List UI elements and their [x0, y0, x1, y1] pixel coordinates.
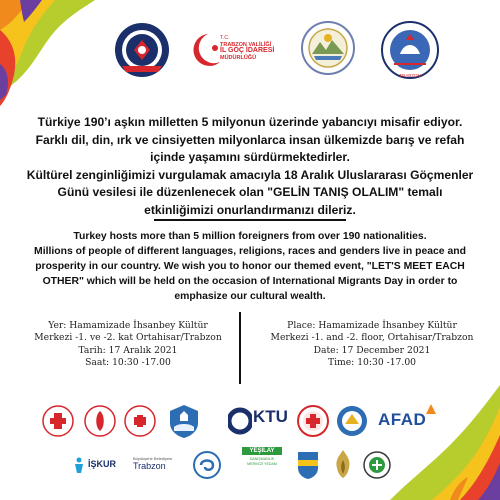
yesilay-sub-text: DANIŞMANLIK MERKEZİ YEDAM [247, 457, 277, 466]
en-line: OTHER" which will be held on the occasion of International Migrants Day in order to [42, 276, 458, 287]
ktu-emblem-icon [228, 405, 252, 437]
header-logo-row [0, 20, 500, 78]
info-vertical-divider [239, 312, 241, 384]
event-place-en-2: Merkezi -1. and -2. floor, Ortahisar/Trabzon [270, 332, 474, 344]
en-line: Turkey hosts more than 5 million foreigners from over 190 nationalities. [73, 231, 427, 242]
event-date-tr: Tarih: 17 Aralık 2021 [78, 344, 178, 356]
trabzon-goc-idaresi-logo [190, 32, 280, 72]
buyuksehir-text: Büyükşehir Belediyesi [133, 456, 173, 461]
yesilay-text: YEŞİLAY [242, 447, 282, 455]
event-info-english [262, 320, 482, 370]
event-place-tr: Yer: Hamamizade İhsanbey Kültür [48, 320, 208, 331]
event-time-en: Time: 10:30 -17.00 [327, 357, 417, 369]
logo-line-goc: İL GÖÇ İDARESİ [220, 47, 275, 54]
turkish-message [18, 114, 482, 220]
en-line: prosperity in our country. We wish you to honor our themed event, "LET'S MEET EACH [35, 261, 465, 272]
blue-circle-logo-icon [192, 450, 222, 480]
university-circle-logo-icon [335, 404, 369, 438]
ktu-hospital-logo-icon [296, 404, 330, 438]
iskur-text: İŞKUR [88, 459, 117, 469]
logo-line-mudurluk: MÜDÜRLÜĞÜ [220, 54, 257, 61]
logo-bottom-text: TRABZON [399, 73, 421, 78]
il-milli-egitim-logo-icon [380, 20, 440, 80]
round-emblem-logo-icon [362, 450, 392, 480]
english-message [12, 229, 488, 304]
ortahisar-municipality-logo-icon [166, 403, 202, 439]
flame-logo-icon [332, 448, 354, 480]
event-date-en: Date: 17 December 2021 [313, 344, 431, 356]
trabzon-buyuksehir-logo [133, 456, 185, 478]
tr-line: etkinliğimizi onurlandırmanızı dileriz. [144, 202, 356, 217]
tr-line: Günü vesilesi ile düzenlenecek olan "GELİN TANIŞ OLALIM" temalı [57, 185, 443, 200]
emniyet-logo-icon [112, 20, 172, 80]
logo-line-tc: T.C. [220, 35, 230, 41]
event-place-tr-2: Merkezi -1. ve -2. kat Ortahisar/Trabzon [34, 332, 222, 344]
red-crescent-logo-icon [124, 405, 156, 437]
university-seal-icon [300, 20, 356, 76]
afad-text: AFAD [378, 410, 427, 429]
en-line: emphasize our cultural wealth. [174, 291, 326, 302]
ktu-text: KTU [253, 407, 288, 426]
health-ministry-logo-icon [42, 405, 74, 437]
event-time-tr: Saat: 10:30 -17.00 [85, 357, 171, 369]
iskur-figure-icon [72, 457, 86, 473]
shield-logo-icon [296, 450, 320, 480]
afad-mark-icon [426, 404, 436, 414]
hospital-logo-icon [84, 405, 116, 437]
tr-line: içinde yaşamını sürdürmektedirler. [150, 150, 350, 165]
en-line: Millions of people of different languages, religions, races and genders live in peace and [34, 246, 466, 257]
yesilay-logo [242, 447, 282, 483]
trabzon-text: Trabzon [133, 461, 166, 471]
section-divider [154, 219, 346, 221]
tr-line: Türkiye 190’ı aşkın milletten 5 milyonun üzerinde yabancıyı misafir ediyor. [37, 115, 463, 129]
logo-line-valilik: TRABZON VALİLİĞİ [220, 41, 272, 48]
tr-line: Kültürel zenginliğimizi vurgulamak amacıyla 18 Aralık Uluslararası Göçmenler [26, 167, 474, 182]
decorative-corner-bottom-right [390, 385, 500, 500]
event-place-en: Place: Hamamizade İhsanbey Kültür [287, 320, 457, 331]
event-info-turkish [18, 320, 238, 370]
tr-line: Farklı dil, din, ırk ve cinsiyetten milyonlarca insan ülkemizde barış ve refah [35, 132, 465, 147]
